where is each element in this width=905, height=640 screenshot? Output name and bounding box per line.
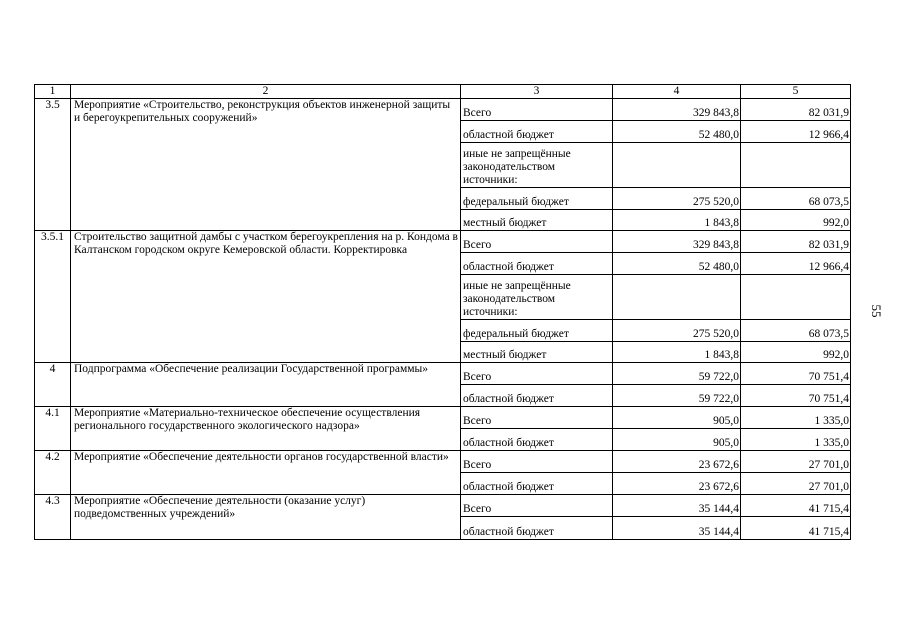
funding-source: Всего [461,451,613,473]
amount-col4: 275 520,0 [613,188,741,210]
amount-col4: 52 480,0 [613,253,741,275]
budget-table [34,84,851,540]
amount-col4: 35 144,4 [613,517,741,540]
amount-col5: 68 073,5 [741,320,851,342]
item-name: Мероприятие «Обеспечение деятельности (оказание услуг) подведомственных учреждений» [71,495,461,540]
amount-col5: 992,0 [741,342,851,363]
amount-col5 [741,275,851,320]
header-cell-2: 2 [71,85,461,99]
header-cell-5: 5 [741,85,851,99]
amount-col4: 1 843,8 [613,342,741,363]
table-row [35,363,851,385]
funding-source: Всего [461,363,613,385]
item-number: 3.5 [35,99,71,231]
header-row [35,85,851,99]
funding-source: иные не запрещённые законодательством источники: [461,143,613,188]
table-row [35,99,851,121]
item-number: 4 [35,363,71,407]
table-row [35,451,851,473]
funding-source: иные не запрещённые законодательством источники: [461,275,613,320]
table-row [35,231,851,253]
item-name: Подпрограмма «Обеспечение реализации Государственной программы» [71,363,461,407]
amount-col4: 1 843,8 [613,210,741,231]
funding-source: местный бюджет [461,210,613,231]
header-cell-3: 3 [461,85,613,99]
amount-col5: 27 701,0 [741,473,851,495]
amount-col5: 70 751,4 [741,385,851,407]
amount-col4 [613,275,741,320]
amount-col5 [741,143,851,188]
item-name: Мероприятие «Обеспечение деятельности органов государственной власти» [71,451,461,495]
table-row [35,495,851,517]
funding-source: областной бюджет [461,385,613,407]
amount-col5: 1 335,0 [741,407,851,429]
amount-col5: 41 715,4 [741,517,851,540]
amount-col5: 41 715,4 [741,495,851,517]
amount-col5: 27 701,0 [741,451,851,473]
amount-col4: 35 144,4 [613,495,741,517]
funding-source: областной бюджет [461,473,613,495]
amount-col4: 23 672,6 [613,451,741,473]
amount-col4: 59 722,0 [613,385,741,407]
amount-col4: 905,0 [613,407,741,429]
funding-source: федеральный бюджет [461,320,613,342]
funding-source: областной бюджет [461,429,613,451]
amount-col5: 82 031,9 [741,99,851,121]
amount-col4: 52 480,0 [613,121,741,143]
amount-col4: 329 843,8 [613,231,741,253]
amount-col4: 275 520,0 [613,320,741,342]
header-cell-4: 4 [613,85,741,99]
amount-col5: 12 966,4 [741,253,851,275]
funding-source: федеральный бюджет [461,188,613,210]
table-row [35,407,851,429]
funding-source: Всего [461,407,613,429]
funding-source: Всего [461,231,613,253]
page-number: 55 [869,304,884,318]
item-number: 4.2 [35,451,71,495]
amount-col5: 1 335,0 [741,429,851,451]
amount-col5: 82 031,9 [741,231,851,253]
amount-col4: 59 722,0 [613,363,741,385]
amount-col5: 992,0 [741,210,851,231]
header-cell-1: 1 [35,85,71,99]
item-number: 4.3 [35,495,71,540]
funding-source: Всего [461,99,613,121]
amount-col4: 23 672,6 [613,473,741,495]
item-number: 4.1 [35,407,71,451]
amount-col4: 905,0 [613,429,741,451]
funding-source: местный бюджет [461,342,613,363]
funding-source: Всего [461,495,613,517]
amount-col5: 68 073,5 [741,188,851,210]
item-name: Строительство защитной дамбы с участком берегоукрепления на р. Кондома в Калтанском городском округе Кемеровской области. Корректировка [71,231,461,363]
item-name: Мероприятие «Строительство, реконструкция объектов инженерной защиты и берегоукрепительных сооружений» [71,99,461,231]
funding-source: областной бюджет [461,253,613,275]
amount-col5: 12 966,4 [741,121,851,143]
amount-col5: 70 751,4 [741,363,851,385]
item-number: 3.5.1 [35,231,71,363]
funding-source: областной бюджет [461,121,613,143]
amount-col4 [613,143,741,188]
funding-source: областной бюджет [461,517,613,540]
item-name: Мероприятие «Материально-техническое обеспечение осуществления регионального государственного экологического надзора» [71,407,461,451]
table-body [35,85,851,540]
amount-col4: 329 843,8 [613,99,741,121]
